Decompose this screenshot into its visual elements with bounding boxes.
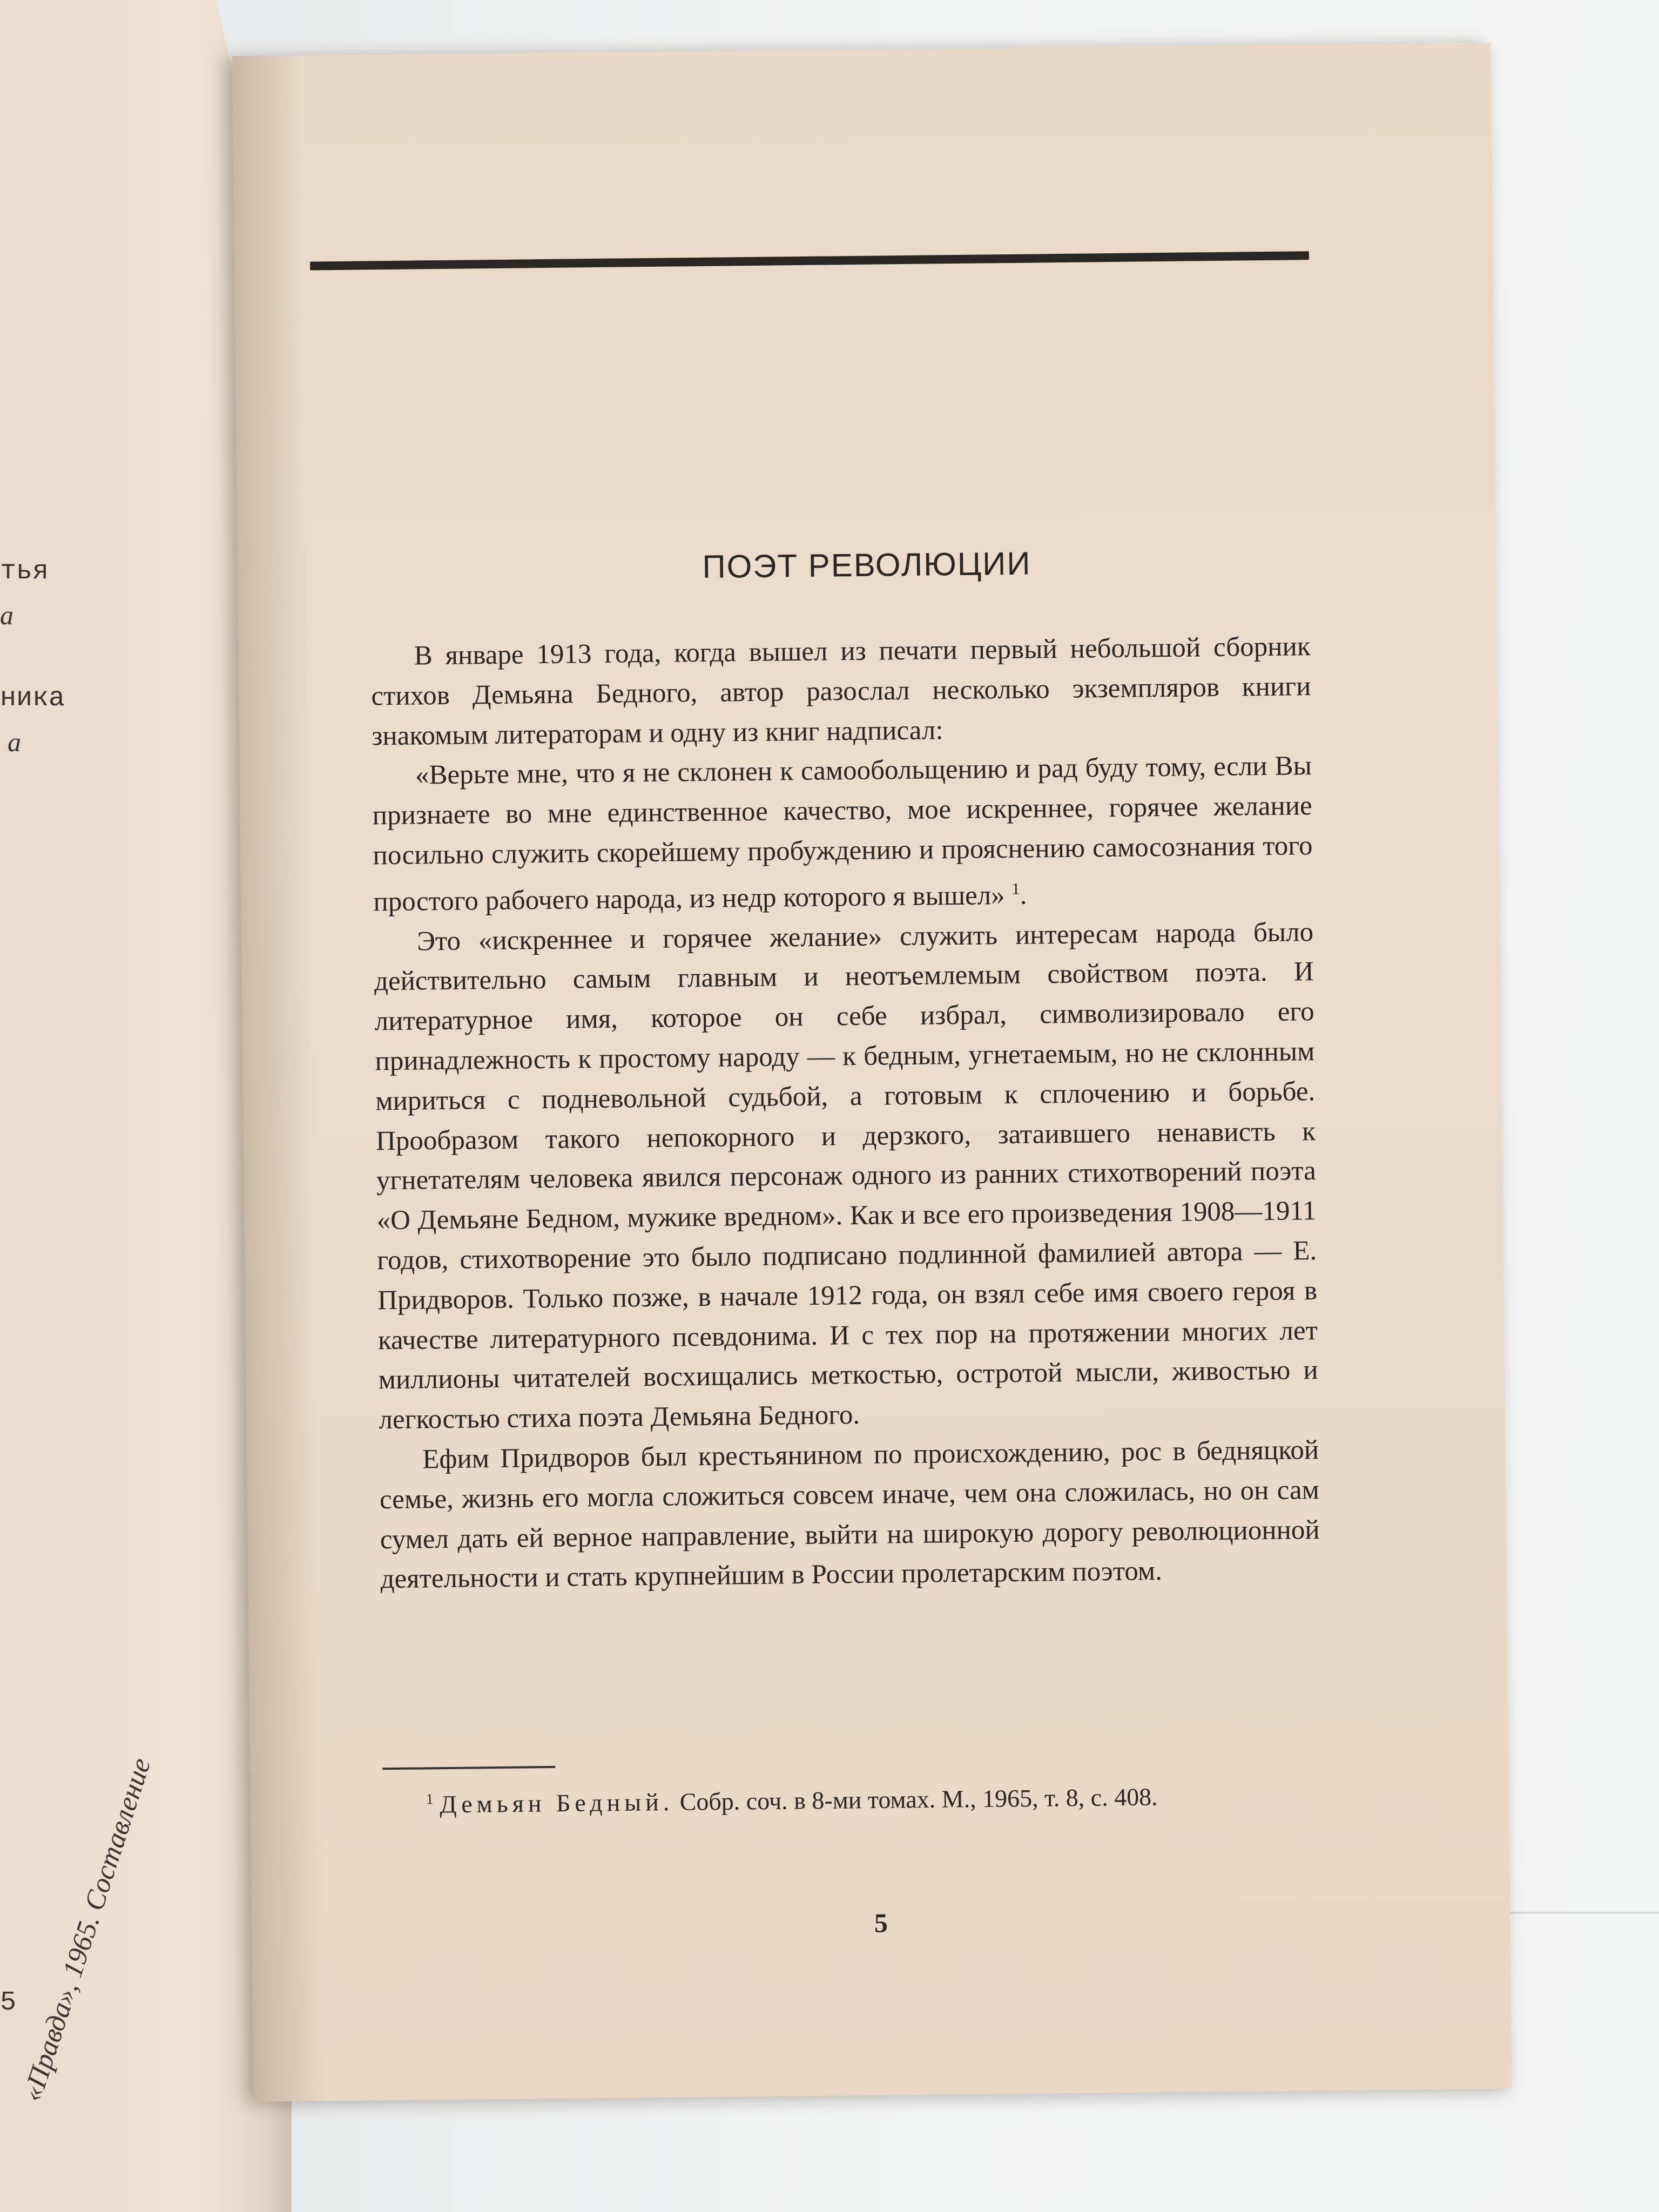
- footnote-reference: 1: [1011, 879, 1020, 898]
- chapter-heading: ПОЭТ РЕВОЛЮЦИИ: [702, 545, 1031, 585]
- footnote: [382, 1773, 1323, 1822]
- paragraph: В январе 1913 года, когда вышел из печати первый небольшой сборник стихов Демьяна Бедного, автор разослал несколько экземпляров книги знакомым литераторам и одну из книг надписал:: [371, 631, 1311, 751]
- book-page: [232, 43, 1512, 2102]
- left-page-fragment: а: [0, 600, 14, 630]
- left-page-fragment: тья: [0, 556, 49, 587]
- top-rule: [310, 251, 1309, 270]
- body-text: [370, 627, 1320, 1600]
- paragraph: Ефим Придворов был крестьянином по происхождению, рос в бедняцкой семье, жизнь его могла сложиться совсем иначе, чем она сложилась, но он сам сумел дать ей верное направление, выйти на широкую дорогу революционной деятельности и стать крупнейшим в России пролетарским поэтом.: [379, 1435, 1320, 1595]
- quote-text: «Верьте мне, что я не склонен к самообольщению и рад буду тому, если Вы признаете во мне единственное качество, мое искреннее, горячее желание посильно служить скорейшему пробуждению и прояснению самосознания того простого рабочего народа, из недр которого я вышел»: [372, 751, 1313, 918]
- quote-paragraph: «Верьте мне, что я не склонен к самообольщению и рад буду тому, если Вы признаете во мне единственное качество, мое искреннее, горячее желание посильно служить скорейшему пробуждению и прояснению самосознания того простого рабочего народа, из недр которого я вышел» $^1$.: [372, 751, 1313, 918]
- footnote-author: Демьян Бедный.: [439, 1788, 674, 1818]
- paragraph: Это «искреннее и горячее желание» служить интересам народа было действительно самым главным и неотъемлемым свойством поэта. И литературное имя, которое он себе избрал, символизировало его принадлежность к простому народу — к бедным, угнетаемым, но не склонным мириться с подневольной судьбой, а готовым к сплочению и борьбе. Прообразом такого непокорного и дерзкого, затаившего ненависть к угнетателям человека явился персонаж одного из ранних стихотворений поэта «О Демьяне Бедном, мужике вредном». Как и все его произведения 1908—1911 годов, стихотворение это было подписано подлинной фамилией автора — Е. Придворов. Только позже, в начале 1912 года, он взял себе имя своего героя в качестве литературного псевдонима. И с тех пор на протяжении многих лет миллионы читателей восхищались меткостью, остротой мысли, живостью и легкостью стиха поэта Демьяна Бедного.: [374, 916, 1318, 1435]
- footnote-text: Собр. соч. в 8-ми томах. М., 1965, т. 8, с. 408.: [679, 1783, 1158, 1816]
- footnote-rule: [382, 1766, 555, 1770]
- left-page-fragment: 5: [0, 1987, 17, 2018]
- page-number: 5: [874, 1907, 888, 1938]
- left-page-fragment: а: [8, 727, 21, 757]
- left-page-fragment: ника: [0, 683, 65, 714]
- left-page-imprint: «Правда», 1965. Составление: [16, 1754, 157, 2105]
- footnote-marker: 1: [426, 1790, 434, 1808]
